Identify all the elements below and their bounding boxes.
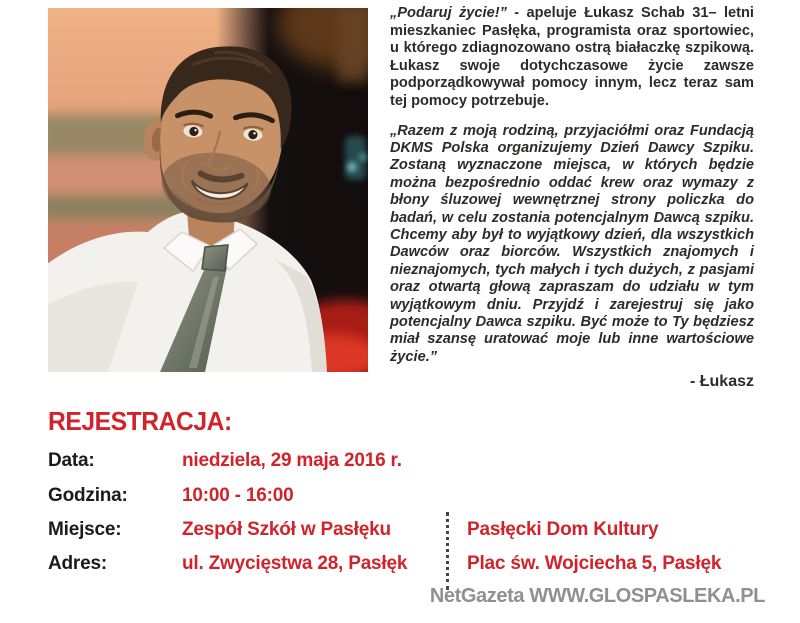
address-label: Adres: [48,553,107,574]
article-column [390,5,754,391]
date-value: niedziela, 29 maja 2016 r. [182,450,402,471]
info-row-date [48,450,758,476]
info-row-time [48,485,758,511]
intro-lead-quote: „Podaruj życie!” [390,5,507,21]
info-row-address [48,553,758,579]
watermark: NetGazeta WWW.GLOSPASLEKA.PL [429,585,765,607]
portrait-illustration [48,8,368,372]
time-label: Godzina: [48,485,128,506]
place-label: Miejsce: [48,519,122,540]
quote-attribution: - Łukasz [689,373,754,391]
address-value-2: Plac św. Wojciecha 5, Pasłęk [467,553,722,574]
address-value-1: ul. Zwycięstwa 28, Pasłęk [182,553,408,574]
intro-text: - apeluje Łukasz Schab 31– letni mieszkaniec Pasłęka, programista oraz sportowiec, u którego zdiagnozowano ostrą białaczkę szpikową. Łukasz swoje dotychczasowe życie zawsze podporządkowywał pomocy innym, lecz teraz sam tej pomocy potrzebuje. [390,5,754,109]
intro-paragraph [390,5,754,111]
date-label: Data: [48,450,95,471]
dotted-column-divider [446,512,449,590]
time-value: 10:00 - 16:00 [182,485,294,506]
portrait-photo [48,8,368,372]
quote-paragraph: „Razem z moją rodziną, przyjaciółmi oraz Fundacją DKMS Polska organizujemy Dzień Dawcy Szpiku. Zostaną wyznaczone miejsca, w których będzie można bezpośrednio oddać krew oraz wymazy z błony śluzowej wewnętrznej strony policzka do badań, w celu zostania potencjalnym Dawcą szpiku. Chcemy aby był to wyjątkowy dzień, dla wszystkich Dawców oraz biorców. Wszystkich znajomych i nieznajomych, tych małych i tych dużych, z pasjami oraz otwartą głową zapraszam do udziału w tym wyjątkowym dniu. Przyjdź i zarejestruj się jako potencjalny Dawca szpiku. Być może to Ty będziesz miał szansę uratować moje lub inne wartościowe życie.” [390,122,754,365]
info-row-place [48,519,758,545]
place-value-1: Zespół Szkół w Pasłęku [182,519,391,540]
place-value-2: Pasłęcki Dom Kultury [467,519,659,540]
registration-heading: REJESTRACJA: [48,406,232,436]
